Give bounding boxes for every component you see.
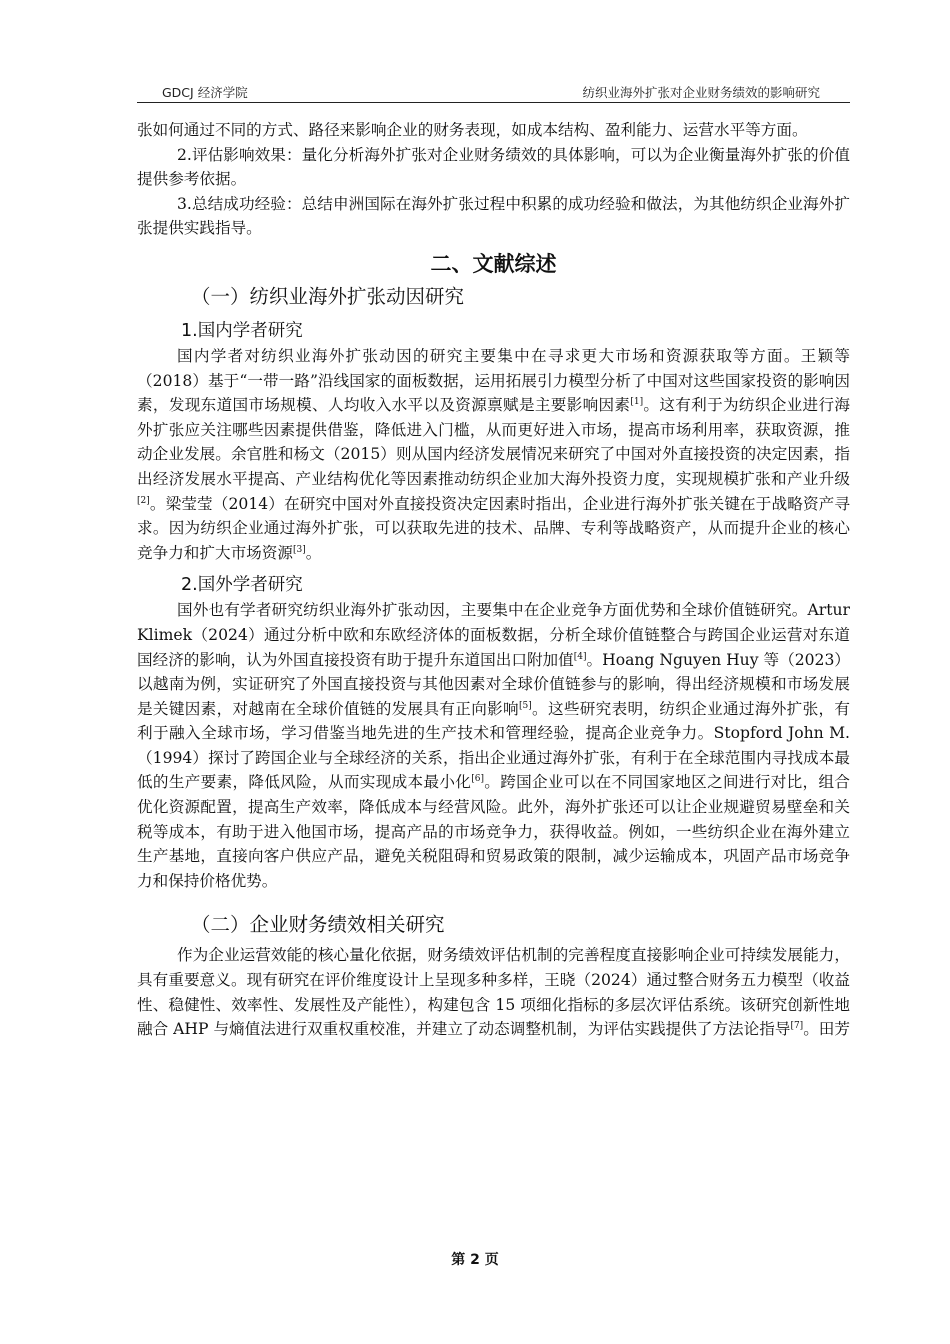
citation-6: [6] bbox=[471, 774, 484, 785]
foreign-text-c: 。这些研究表明，纺织企业通过海外扩张，有利于融入全球市场，学习借鉴当地先进的生产技术和管理经验，提高企业竞争力。Stopford John M.（1994）探讨了跨国企业与全球经济的关系，指出企业通过海外扩张，有利于在全球范围内寻找成本最低的生产要素，降低风险，从而实现成本最小化 bbox=[137, 699, 850, 792]
subsection-1-2-heading: 2.国外学者研究 bbox=[181, 575, 303, 596]
domestic-text-b: 。这有利于为纺织企业进行海外扩张应关注哪些因素提供借鉴，降低进入门槛，从而更好进入市场，提高市场利用率，获取资源，推动企业发展。余官胜和杨文（2015）则从国内经济发展情况来研究了中国对外直接投资的决定因素，指出经济发展水平提高、产业结构优化等因素推动纺织企业加大海外投资力度，实现规模扩张和产业升级 bbox=[137, 396, 850, 488]
domestic-text-d: 。 bbox=[305, 543, 322, 562]
citation-1: [1] bbox=[630, 396, 644, 407]
foreign-text-b: 。Hoang Nguyen Huy 等（2023）以越南为例，实证研究了外国直接投资与其他因素对全球价值链参与的影响，得出经济规模和市场发展是关键因素，对越南在全球价值链的发展具有正向影响 bbox=[137, 650, 850, 718]
page-body bbox=[137, 118, 850, 1042]
header-school-name: GDCJ 经济学院 bbox=[162, 85, 248, 100]
foreign-text-a: 国外也有学者研究纺织业海外扩张动因，主要集中在企业竞争方面优势和全球价值链研究。Artur Klimek（2024）通过分析中欧和东欧经济体的面板数据，分析全球价值链整合与跨国企业运营对东道国经济的影响，认为外国直接投资有助于提升东道国出口附加值 bbox=[137, 601, 850, 669]
page-header bbox=[137, 84, 850, 103]
header-paper-title: 纺织业海外扩张对企业财务绩效的影响研究 bbox=[582, 85, 820, 100]
goal-2-paragraph: 2.评估影响效果：量化分析海外扩张对企业财务绩效的具体影响，可以为企业衡量海外扩张的价值提供参考依据。 bbox=[137, 145, 850, 189]
citation-2: [2] bbox=[137, 495, 150, 506]
subsection-2-heading: （二）企业财务绩效相关研究 bbox=[191, 913, 445, 937]
perf-text-b: 。田芳 bbox=[803, 1020, 850, 1039]
goal-3-paragraph: 3.总结成功经验：总结申洲国际在海外扩张过程中积累的成功经验和做法，为其他纺织企业海外扩张提供实践指导。 bbox=[137, 194, 850, 238]
section-2-heading: 二、文献综述 bbox=[430, 251, 557, 276]
foreign-research-paragraph bbox=[137, 598, 850, 893]
subsection-1-heading: （一）纺织业海外扩张动因研究 bbox=[191, 284, 465, 308]
foreign-text-d: 。跨国企业可以在不同国家地区之间进行对比，组合优化资源配置，提高生产效率，降低成本与经营风险。此外，海外扩张还可以让企业规避贸易壁垒和关税等成本，有助于进入他国市场，提高产品的市场竞争力，获得收益。例如，一些纺织企业在海外建立生产基地，直接向客户供应产品，避免关税阻碍和贸易政策的限制，减少运输成本，巩固产品市场竞争力和保持价格优势。 bbox=[137, 773, 850, 890]
page-number: 第 2 页 bbox=[451, 1252, 499, 1268]
intro-continuation-paragraph: 张如何通过不同的方式、路径来影响企业的财务表现，如成本结构、盈利能力、运营水平等方面。 bbox=[137, 121, 808, 139]
financial-performance-paragraph bbox=[137, 943, 850, 1041]
citation-4: [4] bbox=[573, 651, 587, 662]
domestic-research-paragraph bbox=[137, 344, 850, 565]
citation-7: [7] bbox=[790, 1021, 804, 1032]
citation-5: [5] bbox=[518, 700, 532, 711]
citation-3: [3] bbox=[292, 544, 306, 555]
domestic-text-c: 。梁莹莹（2014）在研究中国对外直接投资决定因素时指出，企业进行海外扩张关键在于战略资产寻求。因为纺织企业通过海外扩张，可以获取先进的技术、品牌、专利等战略资产，从而提升企业的核心竞争力和扩大市场资源 bbox=[137, 494, 850, 562]
domestic-text-a: 国内学者对纺织业海外扩张动因的研究主要集中在寻求更大市场和资源获取等方面。王颖等（2018）基于“一带一路”沿线国家的面板数据，运用拓展引力模型分析了中国对这些国家投资的影响因素，发现东道国市场规模、人均收入水平以及资源禀赋是主要影响因素 bbox=[137, 346, 850, 415]
subsection-1-1-heading: 1.国内学者研究 bbox=[181, 320, 303, 341]
perf-text-a: 作为企业运营效能的核心量化依据，财务绩效评估机制的完善程度直接影响企业可持续发展能力，具有重要意义。现有研究在评价维度设计上呈现多种多样，王晓（2024）通过整合财务五力模型（收益性、稳健性、效率性、发展性及产能性），构建包含 15 项细化指标的多层次评估系统。该研究创新性地融合 AHP 与熵值法进行双重权重校准，并建立了动态调整机制，为评估实践提供了方法论指导 bbox=[137, 946, 850, 1039]
section-spacer bbox=[137, 893, 850, 907]
